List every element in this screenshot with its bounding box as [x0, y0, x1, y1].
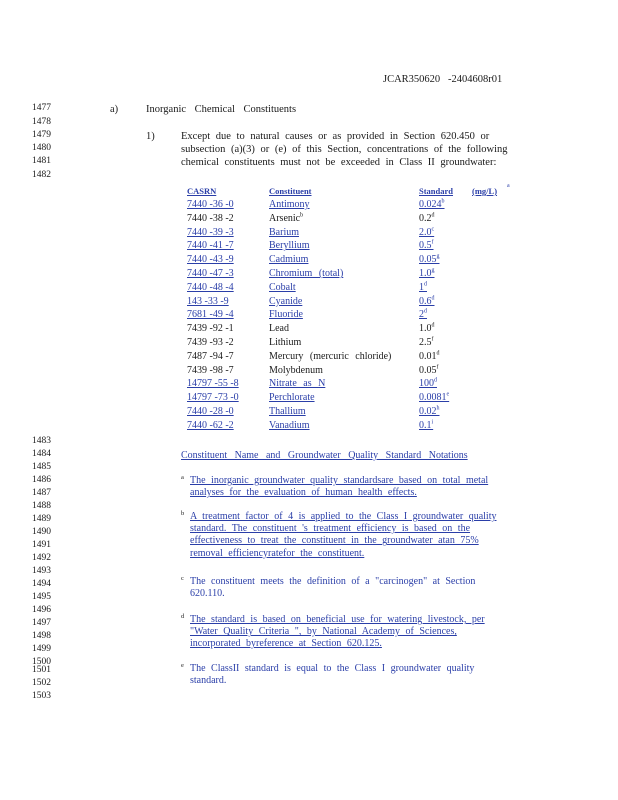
footnote-line: The inorganic groundwater quality standardsare based on total metal — [190, 475, 489, 486]
line-number: 1478 — [32, 117, 51, 127]
footnote-line: 620.110. — [190, 588, 225, 600]
constituent-name: Vanadium — [269, 419, 310, 431]
constituent-name: Lithium — [269, 337, 302, 348]
table-cell-standard — [419, 199, 445, 211]
standard-note: g — [431, 267, 435, 274]
table-cell-constituent — [269, 309, 303, 321]
notes-title: Constituent Name and Groundwater Quality Standard Notations — [181, 450, 468, 461]
col-header-casrn: CASRN — [187, 186, 217, 196]
footnote-line: analyses for the evaluation of human health effects. — [190, 487, 417, 499]
table-cell-standard — [419, 296, 435, 308]
col-header-standard: Standard — [419, 186, 454, 196]
standard-note: d — [431, 295, 435, 302]
standard-note: f — [431, 336, 434, 343]
item-line-3: chemical constituents must not be exceeded in Class II groundwater: — [181, 157, 497, 168]
line-number: 1489 — [32, 514, 51, 524]
constituent-name: Molybdenum — [269, 364, 323, 376]
standard-value: 1 — [419, 281, 424, 293]
constituent-name: Cadmium — [269, 254, 309, 266]
standard-value: 0.1 — [419, 419, 432, 431]
constituent-name: Chromium (total) — [269, 268, 344, 279]
table-cell-constituent — [269, 296, 302, 308]
table-cell-constituent — [269, 254, 308, 266]
standard-note: d — [424, 309, 427, 316]
line-number: 1479 — [32, 130, 51, 140]
line-number: 1497 — [32, 618, 51, 628]
standard-note: d — [424, 281, 427, 288]
table-cell-casrn: 7681 -49 -4 — [187, 309, 234, 321]
section-label: a) — [110, 104, 119, 115]
line-number: 1501 — [32, 665, 51, 675]
table-cell-casrn: 7487 -94 -7 — [187, 350, 234, 362]
line-number: 1498 — [32, 631, 51, 641]
standard-value: 0.05 — [419, 364, 437, 376]
col-header-unit-note: a — [507, 183, 510, 189]
table-cell-standard — [419, 351, 440, 363]
line-number: 1483 — [32, 436, 51, 446]
constituent-name: Antimony — [269, 199, 310, 210]
item-line-1: Except due to natural causes or as provided in Section 620.450 or — [181, 131, 490, 142]
standard-value: 1.0 — [419, 323, 432, 335]
constituent-name: Cobalt — [269, 281, 296, 293]
col-header-constituent: Constituent — [269, 186, 312, 196]
table-cell-casrn: 14797 -55 -8 — [187, 378, 239, 390]
table-cell-casrn: 7439 -98 -7 — [187, 364, 234, 376]
standard-value: 0.024 — [419, 199, 442, 210]
standard-note: b — [441, 198, 445, 205]
standard-value: 2 — [419, 309, 424, 321]
line-number: 1495 — [32, 592, 51, 602]
standard-note: c — [431, 226, 435, 233]
table-cell-standard — [419, 268, 435, 280]
header-doc-code: -2404608r01 — [448, 74, 503, 85]
standard-note: d — [436, 350, 440, 357]
footnote-mark: c — [181, 575, 184, 582]
table-cell-casrn: 7440 -48 -4 — [187, 281, 234, 293]
line-number: 1494 — [32, 579, 51, 589]
table-cell-constituent — [269, 406, 306, 418]
standard-value: 0.0081 — [419, 392, 447, 404]
footnote-line: The constituent meets the definition of a "carcinogen" at Section — [190, 576, 476, 587]
footnote-line: effectiveness to treat the constituent in the groundwater atan 75% — [190, 535, 479, 547]
line-number: 1488 — [32, 501, 51, 511]
footnote-mark: b — [181, 510, 185, 517]
table-cell-casrn: 7440 -41 -7 — [187, 240, 234, 252]
line-number: 1499 — [32, 644, 51, 654]
constituent-name: Mercury (mercuric chloride) — [269, 350, 392, 362]
table-cell-constituent — [269, 351, 391, 363]
section-title: Inorganic Chemical Constituents — [146, 104, 297, 115]
line-number: 1491 — [32, 540, 51, 550]
table-cell-constituent — [269, 337, 301, 349]
line-number: 1502 — [32, 678, 51, 688]
constituent-name: Barium — [269, 226, 299, 238]
footnote-line: A treatment factor of 4 is applied to the Class I groundwater quality — [190, 511, 497, 522]
standard-value: 0.6 — [419, 295, 432, 307]
header-doc-id: JCAR350620 — [383, 74, 441, 85]
line-number: 1481 — [32, 156, 51, 166]
table-cell-standard — [419, 240, 434, 252]
table-cell-constituent — [269, 213, 303, 225]
constituent-name: Arsenic — [269, 212, 301, 224]
standard-note: d — [434, 378, 437, 385]
constituent-name: Lead — [269, 323, 289, 335]
table-cell-casrn: 7440 -28 -0 — [187, 406, 234, 417]
line-number: 1480 — [32, 143, 51, 153]
table-cell-casrn: 7440 -47 -3 — [187, 268, 234, 279]
footnote-mark: e — [181, 662, 184, 669]
table-cell-casrn: 7440 -43 -9 — [187, 254, 234, 266]
constituent-name: Beryllium — [269, 240, 310, 252]
line-number: 1484 — [32, 449, 51, 459]
table-cell-standard — [419, 392, 449, 404]
table-cell-constituent — [269, 420, 310, 432]
standard-note: f — [431, 240, 434, 247]
standard-value: 2.5 — [419, 337, 432, 348]
footnote-line: The standard is based on beneficial use for watering livestock, per — [190, 614, 485, 625]
footnote-mark: a — [181, 474, 184, 481]
standard-value: 0.02 — [419, 406, 437, 417]
standard-note: i — [431, 419, 434, 426]
table-cell-standard — [419, 323, 435, 335]
standard-value: 0.01 — [419, 350, 437, 362]
standard-note: h — [436, 405, 440, 412]
constituent-name: Fluoride — [269, 309, 303, 321]
standard-value: 2.0 — [419, 226, 432, 238]
table-cell-standard — [419, 365, 439, 377]
table-cell-casrn: 7440 -38 -2 — [187, 212, 234, 224]
line-number: 1485 — [32, 462, 51, 472]
table-cell-casrn: 7439 -93 -2 — [187, 337, 234, 348]
footnote-line: "Water Quality Criteria ", by National Academy of Sciences, — [190, 626, 457, 638]
footnote-line: The ClassII standard is equal to the Class I groundwater quality — [190, 663, 475, 674]
table-cell-casrn: 14797 -73 -0 — [187, 392, 239, 404]
line-number: 1477 — [32, 103, 51, 113]
table-cell-standard — [419, 378, 437, 390]
table-cell-constituent — [269, 282, 296, 294]
table-cell-constituent — [269, 268, 343, 280]
constituent-name: Nitrate as N — [269, 378, 326, 390]
item-label: 1) — [146, 131, 155, 142]
line-number: 1493 — [32, 566, 51, 576]
table-cell-constituent — [269, 392, 315, 404]
line-number: 1486 — [32, 475, 51, 485]
table-cell-casrn: 7440 -36 -0 — [187, 199, 234, 210]
standard-value: 0.5 — [419, 240, 432, 252]
footnote-line: removal efficiencyratefor the constituent. — [190, 547, 365, 559]
table-cell-casrn: 7440 -62 -2 — [187, 419, 234, 431]
table-cell-standard — [419, 282, 427, 294]
table-cell-casrn: 7439 -92 -1 — [187, 323, 234, 335]
table-cell-constituent — [269, 199, 310, 211]
constituent-name: Perchlorate — [269, 392, 315, 404]
standard-value: 0.2 — [419, 212, 432, 224]
table-cell-standard — [419, 337, 434, 349]
standard-value: 1.0 — [419, 268, 432, 279]
footnote-line: standard. — [190, 675, 227, 687]
table-cell-casrn: 143 -33 -9 — [187, 295, 229, 307]
table-cell-standard — [419, 420, 433, 432]
footnote-line: incorporated byreference at Section 620.125. — [190, 638, 382, 650]
footnote-mark: d — [181, 613, 185, 620]
standard-note: e — [446, 391, 450, 398]
line-number: 1492 — [32, 553, 51, 563]
table-cell-constituent — [269, 378, 325, 390]
constituent-name: Cyanide — [269, 295, 303, 307]
standard-value: 100 — [419, 378, 434, 390]
table-cell-standard — [419, 213, 435, 225]
table-cell-standard — [419, 309, 427, 321]
standard-value: 0.05 — [419, 254, 437, 266]
line-number: 1503 — [32, 691, 51, 701]
standard-note: g — [436, 253, 440, 260]
line-number: 1487 — [32, 488, 51, 498]
table-cell-standard — [419, 406, 440, 418]
col-header-unit: (mg/L) — [472, 186, 498, 196]
standard-note: d — [431, 212, 435, 219]
table-cell-standard — [419, 254, 440, 266]
constituent-name: Thallium — [269, 406, 306, 417]
line-number: 1490 — [32, 527, 51, 537]
table-cell-standard — [419, 227, 434, 239]
line-number: 1482 — [32, 170, 51, 180]
standard-note: d — [431, 322, 435, 329]
table-cell-constituent — [269, 240, 310, 252]
footnote-line: standard. The constituent 's treatment efficiency is based on the — [190, 523, 471, 535]
table-cell-constituent — [269, 227, 299, 239]
table-cell-casrn: 7440 -39 -3 — [187, 226, 234, 238]
line-number: 1496 — [32, 605, 51, 615]
table-cell-constituent — [269, 365, 323, 377]
standard-note: f — [436, 364, 439, 371]
table-cell-constituent — [269, 323, 289, 335]
constituent-note: b — [300, 212, 304, 219]
line-number: 1500 — [32, 657, 51, 667]
item-line-2: subsection (a)(3) or (e) of this Section, concentrations of the following — [181, 144, 508, 155]
